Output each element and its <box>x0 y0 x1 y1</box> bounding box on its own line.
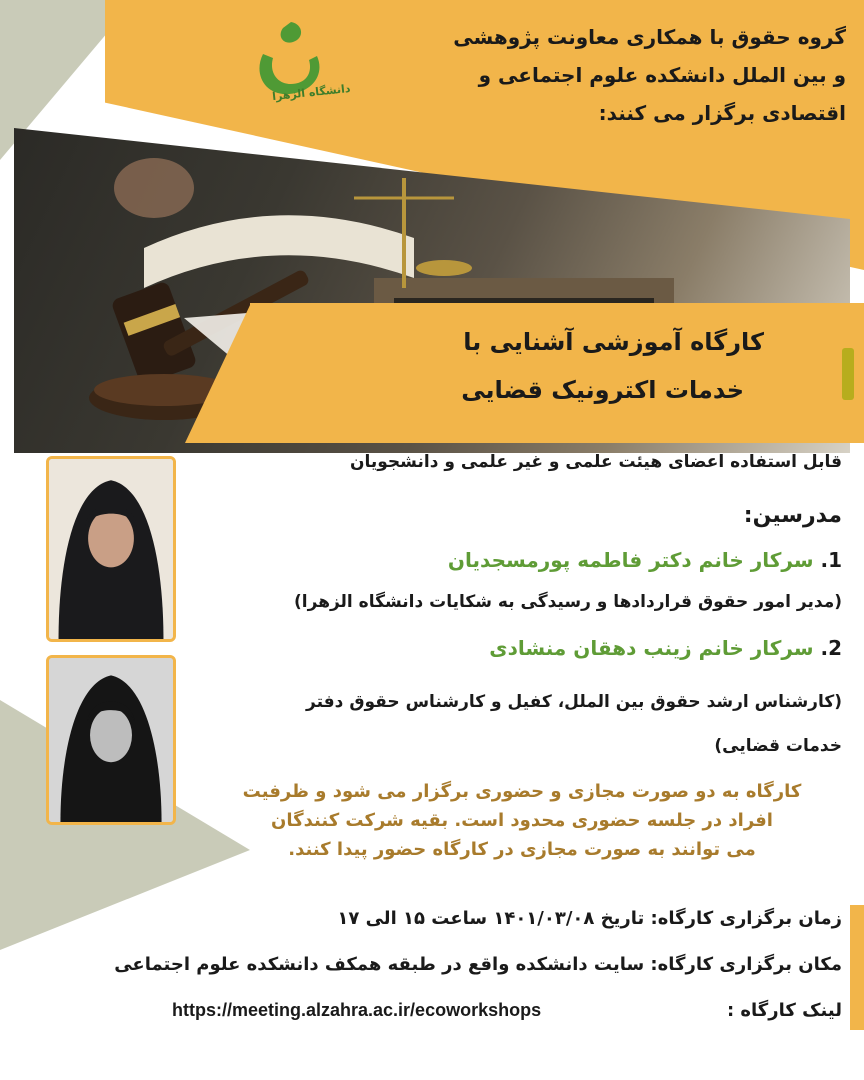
teacher-2 <box>489 636 842 660</box>
workshop-title-line: خدمات اکترونیک قضایی <box>461 376 744 404</box>
logo-text: دانشگاه الزهرا <box>271 81 352 104</box>
teacher-role: (مدیر امور حقوق قراردادها و رسیدگی به شکایات دانشگاه الزهرا) <box>294 592 842 612</box>
audience-text: قابل استفاده اعضای هیئت علمی و غیر علمی و دانشجویان <box>350 452 842 472</box>
workshop-link[interactable]: https://meeting.alzahra.ac.ir/ecoworkshops <box>172 1000 542 1020</box>
teachers-label: مدرسین: <box>743 503 842 528</box>
teacher-photo-2 <box>46 655 176 825</box>
teacher-role <box>242 680 842 768</box>
notice-text <box>202 777 842 864</box>
workshop-title-line: کارگاه آموزشی آشنایی با <box>463 328 764 356</box>
header-line: و بین الملل دانشکده علوم اجتماعی و <box>478 63 846 87</box>
teacher-photo-1 <box>46 456 176 642</box>
decorative-stripe <box>850 905 864 1030</box>
teacher-name: سرکار خانم زینب دهقان منشادی <box>489 636 814 660</box>
workshop-title <box>304 318 764 414</box>
notice-line: افراد در جلسه حضوری محدود است. بقیه شرکت کنندگان <box>271 810 773 831</box>
notice-line: می توانند به صورت مجازی در کارگاه حضور پیدا کنند. <box>288 839 756 860</box>
workshop-link-label: لینک کارگاه : <box>726 1000 842 1021</box>
teacher-1 <box>448 548 842 572</box>
workshop-place: مکان برگزاری کارگاه: سایت دانشکده واقع در طبقه همکف دانشکده علوم اجتماعی <box>114 954 842 975</box>
teacher-role-line: (کارشناس ارشد حقوق بین الملل، کفیل و کارشناس حقوق دفتر <box>306 692 842 712</box>
teacher-number: 2. <box>820 636 842 660</box>
notice-line: کارگاه به دو صورت مجازی و حضوری برگزار می شود و ظرفیت <box>242 781 802 802</box>
teacher-role-line: خدمات قضایی) <box>714 736 842 756</box>
header-line: گروه حقوق با همکاری معاونت پژوهشی <box>453 25 846 49</box>
workshop-date: زمان برگزاری کارگاه: تاریخ ۱۴۰۱/۰۳/۰۸ ساعت ۱۵ الی ۱۷ <box>337 908 842 929</box>
header-text <box>286 18 846 132</box>
decorative-tab <box>842 348 854 400</box>
header-line: اقتصادی برگزار می کنند: <box>598 101 846 125</box>
teacher-number: 1. <box>820 548 842 572</box>
teacher-name: سرکار خانم دکتر فاطمه پورمسجدیان <box>447 548 814 572</box>
